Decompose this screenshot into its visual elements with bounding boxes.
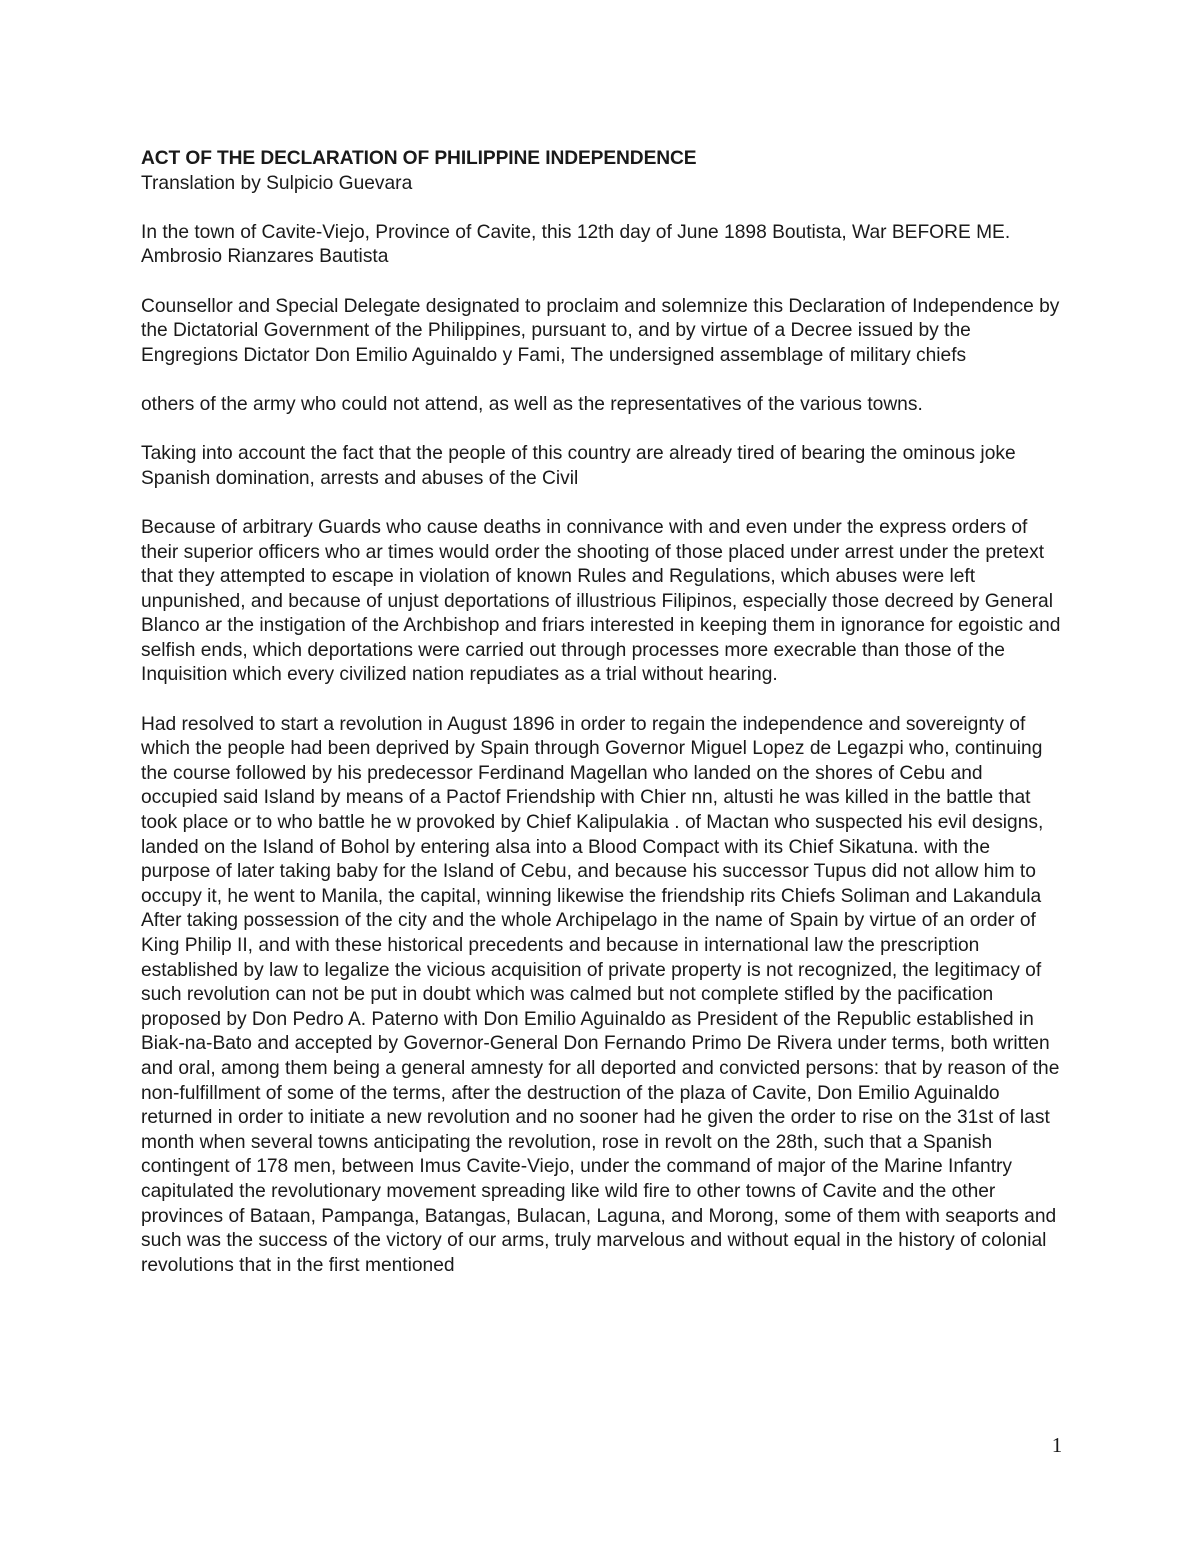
paragraph-revolution: Had resolved to start a revolution in August 1896 in order to regain the independence and sovereignty of which the people had been deprived by Spain through Governor Miguel Lopez de Legazpi who, continuing the course followed by his predecessor Ferdinand Magellan who landed on the shores of Cebu and occupied said Island by means of a Pactof Friendship with Chier nn, altusti he was killed in the battle that took place or to who battle he w provoked by Chief Kalipulakia . of Mactan who suspected his evil designs, landed on the Island of Bohol by entering alsa into a Blood Compact with its Chief Sikatuna. with the purpose of later taking baby for the Island of Cebu, and because his successor Tupus did not allow him to occupy it, he went to Manila, the capital, winning likewise the friendship rits Chiefs Soliman and Lakandula After taking possession of the city and the whole Archipelago in the name of Spain by virtue of an order of King Philip II, and with these historical precedents and because in international law the prescription established by law to legalize the vicious acquisition of private property is not recognized, the legitimacy of such revolution can not be put in doubt which was calmed but not complete stifled by the pacification proposed by Don Pedro A. Paterno with Don Emilio Aguinaldo as President of the Republic established in Biak-na-Bato and accepted by Governor-General Don Fernando Primo De Rivera under terms, both written and oral, among them being a general amnesty for all deported and convicted persons: that by reason of the non-fulfillment of some of the terms, after the destruction of the plaza of Cavite, Don Emilio Aguinaldo returned in order to initiate a new revolution and no sooner had he given the order to rise on the 31st of last month when several towns anticipating the revolution, rose in revolt on the 28th, such that a Spanish contingent of 178 men, between Imus Cavite-Viejo, under the command of major of the Marine Infantry capitulated the revolutionary movement spreading like wild fire to other towns of Cavite and the other provinces of Bataan, Pampanga, Batangas, Bulacan, Laguna, and Morong, some of them with seaports and such was the success of the victory of our arms, truly marvelous and without equal in the history of colonial revolutions that in the first mentioned	[141, 713, 1060, 1276]
paragraph-arbitrary-guards: Because of arbitrary Guards who cause deaths in connivance with and even under the express orders of their superior officers who ar times would order the shooting of those placed under arrest under the pretext that they attempted to escape in violation of known Rules and Regulations, which abuses were left unpunished, and because of unjust deportations of illustrious Filipinos, especially those decreed by General Blanco ar the instigation of the Archbishop and friars interested in keeping them in ignorance for egoistic and selfish ends, which deportations were carried out through processes more execrable than those of the Inquisition which every civilized nation repudiates as a trial without hearing.	[141, 516, 1061, 686]
document-subtitle: Translation by Sulpicio Guevara	[141, 172, 413, 194]
document-title: ACT OF THE DECLARATION OF PHILIPPINE INDEPENDENCE	[141, 148, 697, 169]
paragraph-counsellor: Counsellor and Special Delegate designated to proclaim and solemnize this Declaration of Independence by the Dictatorial Government of the Philippines, pursuant to, and by virtue of a Decree issued by the Engregions Dictator Don Emilio Aguinaldo y Fami, The undersigned assemblage of military chiefs	[141, 295, 1060, 366]
document-body	[141, 147, 1061, 1278]
paragraph-others: others of the army who could not attend, as well as the representatives of the various towns.	[141, 393, 923, 415]
paragraph-opening: In the town of Cavite-Viejo, Province of Cavite, this 12th day of June 1898 Boutista, War BEFORE ME. Ambrosio Rianzares Bautista	[141, 221, 1011, 268]
paragraph-taking-account: Taking into account the fact that the people of this country are already tired of bearing the ominous joke Spanish domination, arrests and abuses of the Civil	[141, 443, 1016, 489]
page-number: 1	[1051, 1433, 1063, 1457]
